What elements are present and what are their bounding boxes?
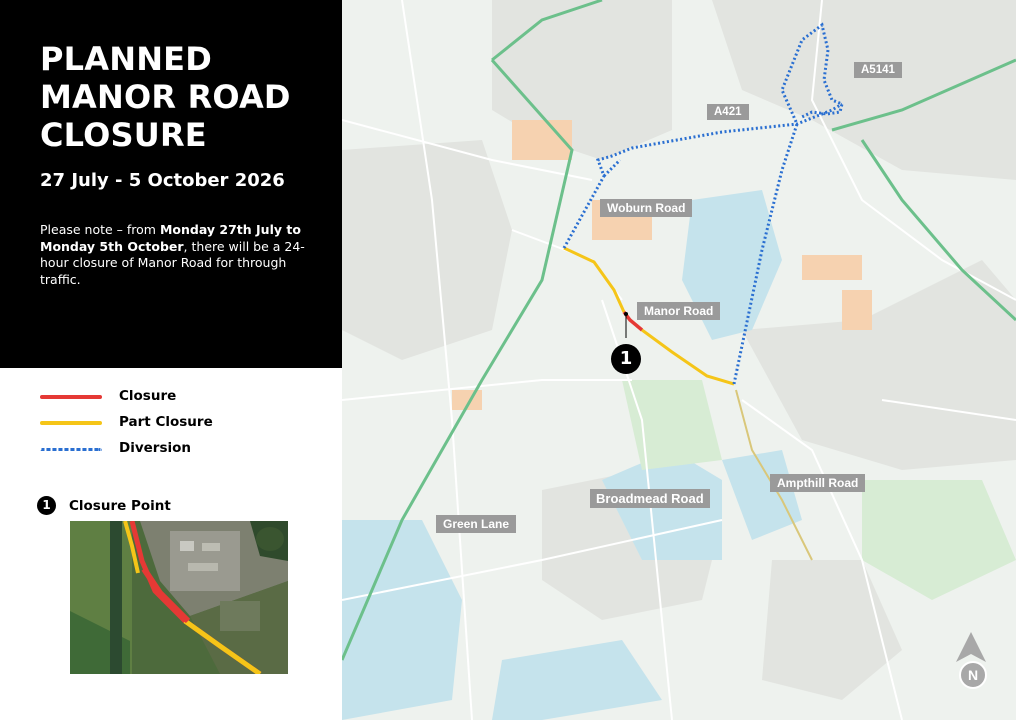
closure-point-aerial-photo — [70, 521, 288, 674]
map-background — [342, 0, 1016, 720]
notice-suffix: , there will be a 24-hour closure of Manor Road for through traffic. — [40, 238, 305, 287]
info-panel — [0, 0, 342, 720]
road-label-ampthill-road: Ampthill Road — [770, 474, 865, 492]
aerial-photo-image — [70, 521, 288, 674]
north-arrow — [954, 632, 988, 688]
notice-date-range: Monday 27th July to Monday 5th October — [40, 222, 301, 254]
road-label-broadmead-road: Broadmead Road — [590, 489, 710, 508]
notice-prefix: Please note – from — [40, 222, 160, 237]
legend-label-part-closure: Part Closure — [119, 414, 213, 430]
diversion-line-swatch — [40, 448, 102, 451]
legend-item-part-closure — [40, 412, 300, 432]
closure-point-number-badge: 1 — [37, 496, 56, 515]
legend-item-closure — [40, 386, 300, 406]
closure-point-label: Closure Point — [69, 498, 171, 514]
legend-item-diversion — [40, 438, 300, 458]
closure-dates: 27 July - 5 October 2026 — [40, 170, 285, 191]
north-label: N — [959, 661, 987, 689]
closure-line-swatch — [40, 395, 102, 399]
title-line-3: CLOSURE — [40, 116, 207, 154]
area-map[interactable] — [342, 0, 1016, 720]
page-title — [40, 40, 330, 154]
road-label-manor-road: Manor Road — [637, 302, 720, 320]
road-label-green-lane: Green Lane — [436, 515, 516, 533]
legend-label-closure: Closure — [119, 388, 177, 404]
closure-point-marker[interactable]: 1 — [611, 344, 641, 374]
road-label-a421: A421 — [707, 104, 749, 120]
closure-notice — [40, 222, 310, 288]
header-block — [0, 0, 342, 368]
road-label-a5141: A5141 — [854, 62, 902, 78]
road-label-woburn-road: Woburn Road — [600, 199, 692, 217]
title-line-2: MANOR ROAD — [40, 78, 291, 116]
part-closure-line-swatch — [40, 421, 102, 425]
title-line-1: PLANNED — [40, 40, 212, 78]
legend-label-diversion: Diversion — [119, 440, 191, 456]
